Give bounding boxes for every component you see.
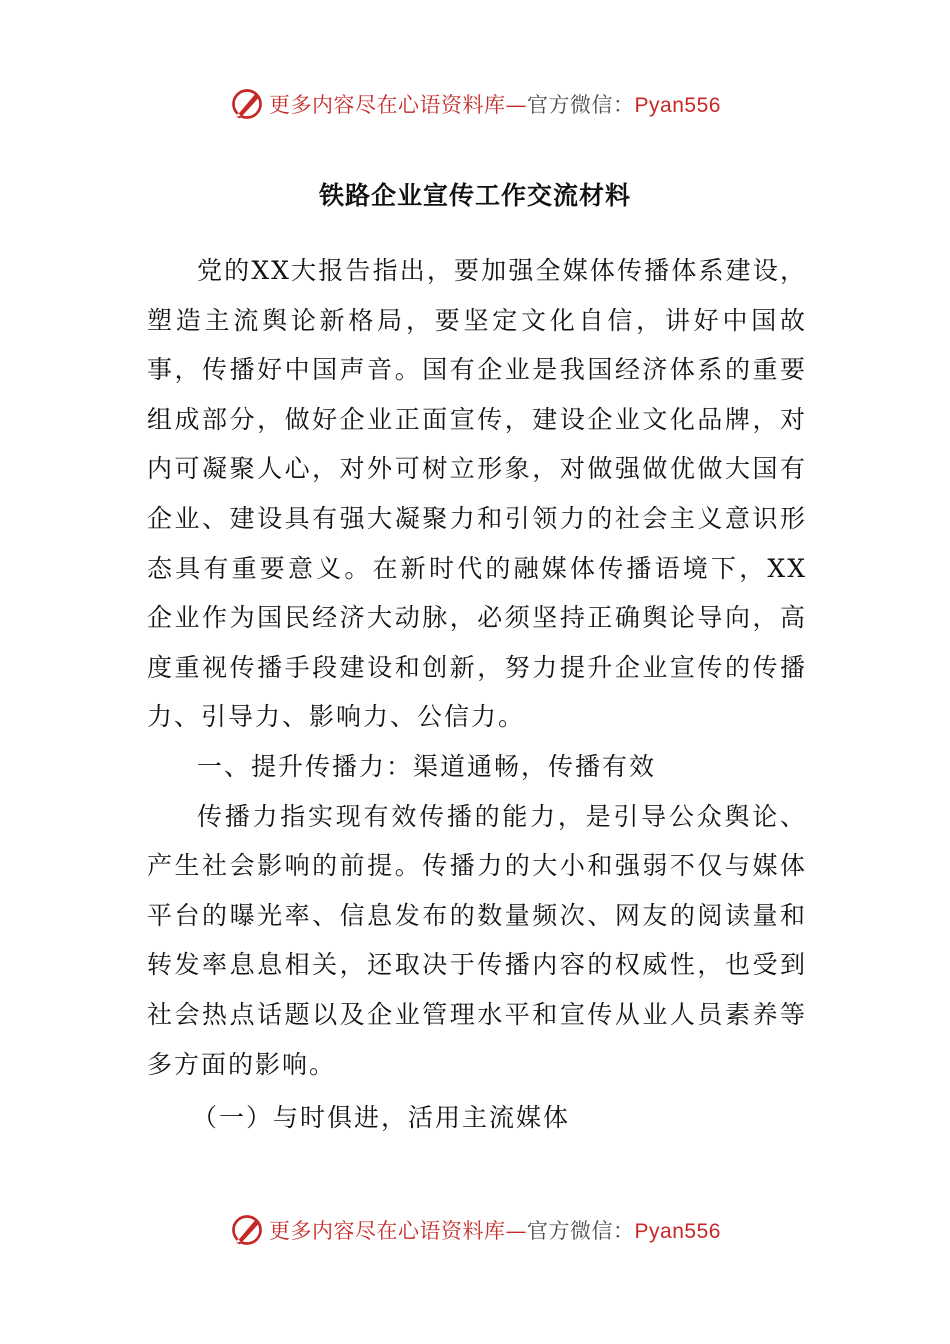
paragraph-intro: 党的XX大报告指出，要加强全媒体传播体系建设，塑造主流舆论新格局，要坚定文化自信，讲好中国故事，传播好中国声音。国有企业是我国经济体系的重要组成部分，做好企业正面宣传，建设企业文化品牌，对内可凝聚人心，对外可树立形象，对做强做优做大国有企业、建设具有强大凝聚力和引领力的社会主义意识形态具有重要意义。在新时代的融媒体传播语境下，XX企业作为国民经济大动脉，必须坚持正确舆论导向，高度重视传播手段建设和创新，努力提升企业宣传的传播力、引导力、影响力、公信力。 (147, 256, 807, 732)
watermark-wechat-id: Pyan556 (634, 94, 721, 117)
watermark-main: 更多内容尽在心语资料库 (269, 1219, 506, 1243)
document-body (147, 246, 807, 1143)
watermark-bottom (0, 1208, 950, 1252)
watermark-separator: — (505, 93, 528, 117)
watermark-separator: — (505, 1219, 528, 1243)
watermark-text (269, 1215, 721, 1245)
watermark-wechat-id: Pyan556 (634, 1220, 721, 1243)
watermark-text (269, 89, 721, 119)
watermark-top (0, 82, 950, 126)
document-title: 铁路企业宣传工作交流材料 (318, 181, 631, 210)
watermark-main: 更多内容尽在心语资料库 (269, 93, 506, 117)
watermark-wechat-label: 官方微信： (527, 1219, 635, 1243)
watermark-wechat-label: 官方微信： (527, 93, 635, 117)
section-heading-1: 一、提升传播力：渠道通畅，传播有效 (197, 751, 657, 781)
paragraph-section-1: 传播力指实现有效传播的能力，是引导公众舆论、产生社会影响的前提。传播力的大小和强弱不仅与媒体平台的曝光率、信息发布的数量频次、网友的阅读量和转发率息息相关，还取决于传播内容的权威性，也受到社会热点话题以及企业管理水平和宣传从业人员素养等多方面的影响。 (147, 801, 807, 1079)
pen-logo-icon (229, 86, 265, 122)
pen-logo-icon (229, 1212, 265, 1248)
subsection-heading-1: （一）与时俱进，活用主流媒体 (192, 1103, 571, 1133)
